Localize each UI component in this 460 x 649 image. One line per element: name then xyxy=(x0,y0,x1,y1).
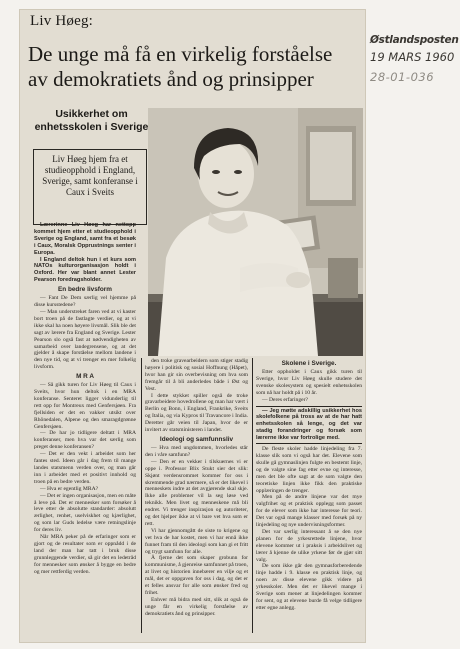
headline-line-2: av demokratiets ånd og prinsipper xyxy=(28,67,314,91)
stamp-newspaper: Østlandsposten xyxy=(370,34,459,46)
column-divider xyxy=(141,358,142,633)
body-paragraph: den troke gravearbeidern som stiger stadig høyere i politisk og sosial Hoffnung (Håpet), hvor han gir sin overbevisning om hva som fremgår til å bli anderledes både i Øst og Vest. xyxy=(145,358,248,392)
section-heading: M R A xyxy=(76,373,94,381)
body-paragraph: — Hva er egentlig MRA? xyxy=(40,485,99,492)
body-paragraph: I England deltok hun i et kurs som NATOs kulturorganisasjon holdt i Oxford. Her var blant annet Lester Pearson foredragsholder. xyxy=(34,256,136,284)
stamp-date: 19 MARS 1960 xyxy=(370,50,455,64)
body-paragraph: Vi har gjennomgått de siste to krigene og vet hva de har kostet, men vi har ennå ikke funnet fram til den ideologi som kan gi et fritt og trygt samfunn for alle. xyxy=(145,527,248,555)
body-paragraph: De fleste skoler hadde linjedeling fra 7. klasse slik som vi også har det. Elevene som skulle gå gymnaslinjen fulgte en bestemt linje, og de valgte sine fag etter evne og interesse, men det ble ofte sagt at de som valgte den teoretiske linjen ikke fikk den praktiske opplæringen de trenger. xyxy=(256,446,362,494)
body-paragraph: Lærerinne Liv Høeg har nettopp kommet hjem etter et studieopphold i Sverige og England, samt fra et besøk i Caux, Moralsk Opprustnings senter i Europa. xyxy=(34,222,136,256)
body-paragraph: De som ikke går den gymnasforberedende linje hadde i 9. klasse en praktisk linje, og noen av disse elevene gikk videre på yrkesskoler. Men det er likevel mange i Sverige som mener at linjedelingen kommer for sent, og at elevene burde få velge tidligere etter egne anlegg. xyxy=(256,563,362,611)
body-paragraph: — Det er ingen organisasjon, men en måte å leve på. Det er mennesker som forsøker å leve etter de absolutte standarder: absolutt ærlighet, renhet, uselviskhet og kjærlighet, og som lar Guds ledelse være retningslinje for deres liv. xyxy=(34,492,136,534)
body-paragraph: Men på de andre linjene var det mye valgfrihet og et praktisk opplegg som passet for de elever som ikke har interesse for teori. Det var også mange klasser med forsøk på ny linjedeling og nye undervisningsformer. xyxy=(256,494,362,529)
body-paragraph: Å fjerne det som skaper grobunn for kommunisme, å gjenreise samfunnet på troen, at livet og historien innebærer en vilje og et mål, det er oppgaven for oss i dag, og det er et felles ansvar for alle som ønsker fred og frihet. xyxy=(145,555,248,596)
section-heading: Ideologi og samfunnsliv xyxy=(159,435,234,443)
body-paragraph: — Man understreket faren ved at vi kaster bort troen på de fastlagte verdier, og at vi ikke skal ha noen høyere livsmål. Slik ble det sagt av lærere fra England og Sverige. Lester Pearson slo også fast at nødvendigheten av samarbeid over landegrensene, og at det gjelder å skape forståelse mellom landene i den nye tid, og at vi trenger en mer folkelig livsform. xyxy=(34,308,136,371)
body-paragraph: — Fant De Dem særlig vel hjemme på disse kursstedene? xyxy=(34,295,136,309)
article-column-2 xyxy=(145,358,248,633)
body-paragraph: — Så gikk turen for Liv Høeg til Caux i Sveits, hvor hun deltok i en MRA konferanse. Senteret ligger vidunderlig til rett opp for Montreux med Genfersjøen. Fra fjellsiden er det en vakker utsikt over Rhônedalen, Alpene og den smaragdgrønne Genfersjøen. xyxy=(34,382,136,430)
body-paragraph: — Hva med ungdommen, hvorledes står den i våre samfunn? xyxy=(145,444,248,458)
body-paragraph: Enhver må bidra med sitt, slik at også de unge får en virkelig forståelse av demokratiets ånd og prinsipper. xyxy=(145,596,248,617)
section-heading: En bedre livsform xyxy=(58,286,112,294)
highlighted-quote: — Jeg møtte adskillig usikkerhet hos skolefolkene på tross av at de har hatt enhetsskolen så lenge, og det var stadig forandringer og forsøk som lærerne ikke var fortrolige med. xyxy=(256,406,362,445)
body-paragraph: Når MRA peker på de erfaringer som er gjort og de resultater som er oppnådd i de land der man har tatt i bruk disse grunnleggende verdier, så gir det en ledetråd for mennesker som ønsker å bygge en bedre og mer rettferdig verden. xyxy=(34,534,136,575)
body-paragraph: Det var særlig interessant å se den nye planen for de yrkesrettede linjene, hvor elevene kommer ut i praksis i arbeidslivet og lærer å kjenne de ulike yrkene før de gjør sitt valg. xyxy=(256,528,362,563)
portrait-photo xyxy=(148,108,363,356)
stamp-reference: 28-01-036 xyxy=(370,70,435,84)
portrait-photo-graphic xyxy=(148,108,363,356)
headline xyxy=(28,42,378,92)
abstract-box: Liv Høeg hjem fra et studieopphold i England, Sverige, samt konferanse i Caux i Sveits xyxy=(33,149,147,225)
body-paragraph: — De har jo tidligere deltatt i MRA konferanser, men hva var det særlig som preget denne konferansen? xyxy=(34,430,136,451)
article-column-3 xyxy=(256,358,362,633)
subheading: Usikkerhet om enhetsskolen i Sverige xyxy=(34,108,149,133)
section-heading: Skolene i Sverige. xyxy=(281,360,337,367)
body-paragraph: — Deres erfaringer? xyxy=(262,396,308,403)
body-paragraph: I dette stykket spiller også de troke gravarbeidere hovedrollene og man har vært i Berlin og Bonn, i England, Frankrike, Sveits og Italia, og via Kypros til Travancore i India. Deretter går veien til Japan, hvor de er invitert av statsministeren i landet. xyxy=(145,392,248,434)
article-column-1 xyxy=(34,222,136,632)
archive-stamp xyxy=(370,34,458,84)
kicker-byline: Liv Høeg: xyxy=(30,13,94,29)
body-paragraph: — Det er den vekt i arbeidet som her fantes sted. Ideen går i dag frem til mange landes statsmenn verden over, og man går inn i arbeidet med et positivt innhold og troen på en bedre verden. xyxy=(34,451,136,485)
headline-line-1: De unge må få en virkelig forståelse xyxy=(28,42,333,66)
body-paragraph: — Den er en vekker i tilskuernes vi er oppe i. Professor Blix Stukt sier det slik: Skjønt verdensrommet kommer for oss i skremmende grad nærmere, så er det likevel i menneskets indre at det avgjørende skal skje. Ikke alle problemer vil la seg løse ved teknikk. Men livet og menneskene må bli endret. Vi trenger inspirasjon og autoriteter, og det hjelper ikke at vi bare vet hva som er rett. xyxy=(145,458,248,527)
column-divider xyxy=(252,358,253,633)
body-paragraph: Etter oppholdet i Caux gikk turen til Sverige, hvor Liv Høeg skulle studere det svenske skolesystem og spesielt enhetsskolen som nå har holdt på i 10 år. xyxy=(256,369,362,396)
